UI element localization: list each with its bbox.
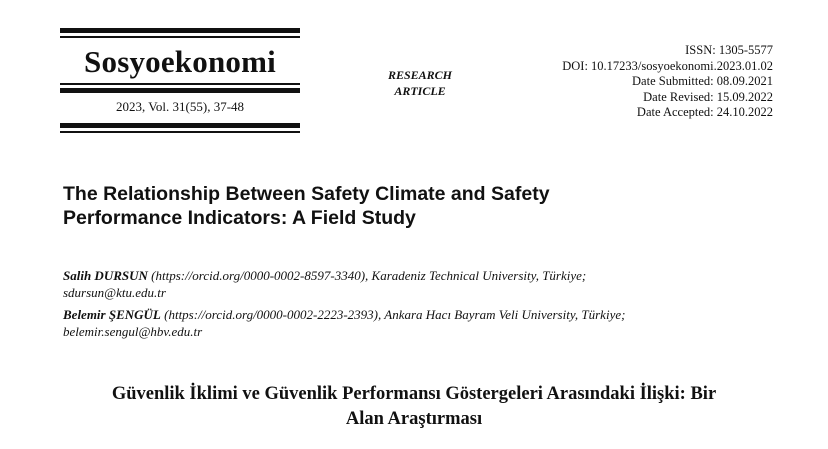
author-name: Salih DURSUN bbox=[63, 268, 148, 283]
article-title-turkish bbox=[40, 382, 788, 432]
journal-masthead bbox=[60, 28, 300, 133]
title-tr-line-1: Güvenlik İklimi ve Güvenlik Performansı Göstergeleri Arasındaki İlişki: Bir bbox=[111, 384, 717, 404]
author-name: Belemir ŞENGÜL bbox=[63, 307, 161, 322]
doi: DOI: 10.17233/sosyoekonomi.2023.01.02 bbox=[562, 58, 773, 73]
title-en-line-2: Performance Indicators: A Field Study bbox=[63, 207, 416, 229]
date-revised: Date Revised: 15.09.2022 bbox=[643, 89, 773, 104]
author-email[interactable]: sdursun@ktu.edu.tr bbox=[63, 285, 166, 300]
masthead-top-rule-2 bbox=[60, 36, 300, 38]
author-list bbox=[63, 267, 783, 345]
article-type-label bbox=[372, 67, 468, 99]
author-entry bbox=[63, 306, 783, 340]
date-submitted: Date Submitted: 08.09.2021 bbox=[632, 74, 773, 89]
issn: ISSN: 1305-5577 bbox=[685, 43, 773, 57]
article-type-line-1: RESEARCH bbox=[387, 68, 453, 82]
date-accepted: Date Accepted: 24.10.2022 bbox=[636, 105, 773, 120]
title-tr-line-2: Alan Araştırması bbox=[345, 409, 483, 429]
author-affiliation: (https://orcid.org/0000-0002-2223-2393), Ankara Hacı Bayram Veli University, Türkiye; bbox=[160, 307, 626, 322]
masthead-bottom-rule-2 bbox=[60, 131, 300, 133]
author-entry bbox=[63, 267, 783, 301]
title-en-line-1: The Relationship Between Safety Climate and Safety bbox=[63, 183, 550, 205]
article-type-line-2: ARTICLE bbox=[394, 84, 446, 98]
journal-issue: 2023, Vol. 31(55), 37-48 bbox=[115, 99, 245, 114]
author-affiliation: (https://orcid.org/0000-0002-8597-3340), Karadeniz Technical University, Türkiye; bbox=[147, 268, 587, 283]
publication-metadata bbox=[562, 43, 773, 121]
article-title-english bbox=[63, 182, 763, 230]
masthead-mid-rule-2 bbox=[60, 88, 300, 93]
journal-name: Sosyoekonomi bbox=[84, 44, 276, 79]
author-email[interactable]: belemir.sengul@hbv.edu.tr bbox=[63, 324, 203, 339]
